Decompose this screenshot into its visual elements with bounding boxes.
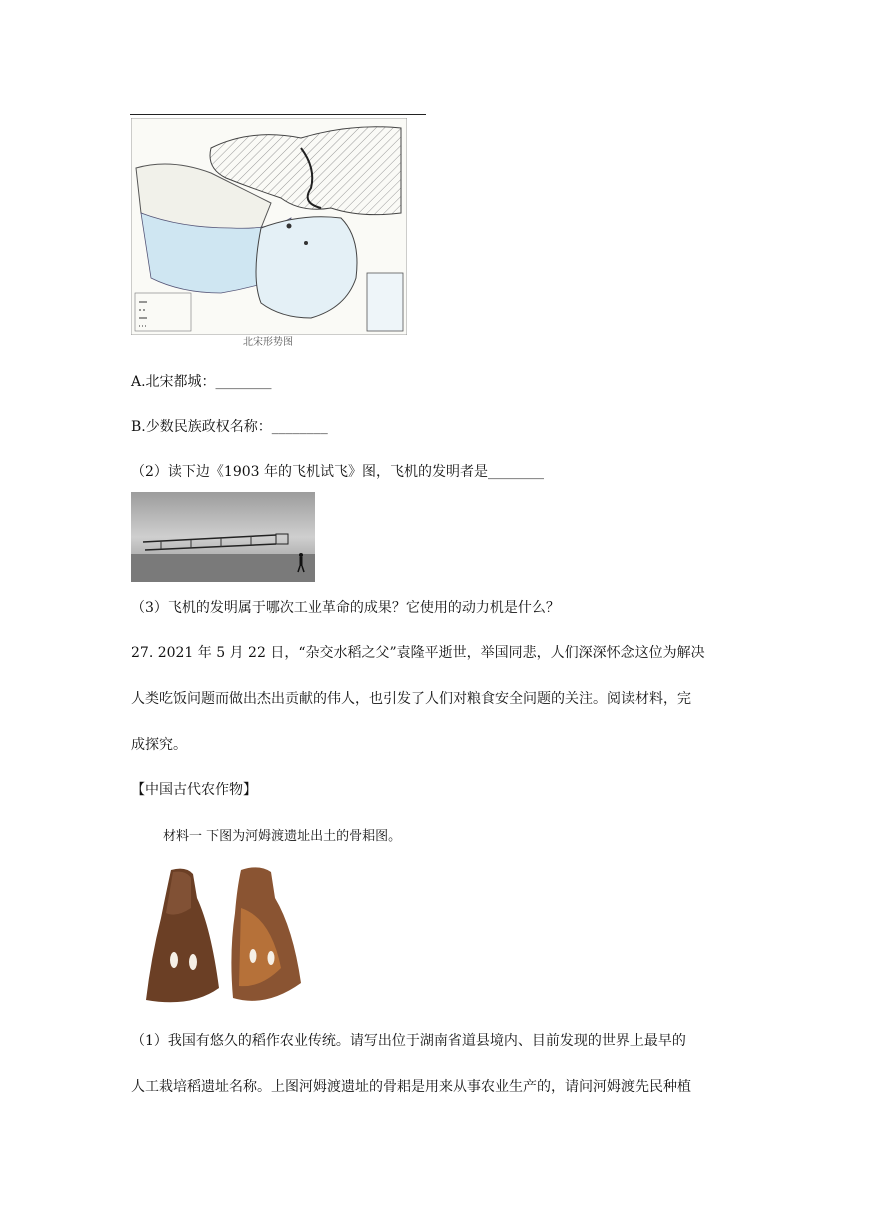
question-27-1-line1: （1）我国有悠久的稻作农业传统。请写出位于湖南省道县境内、目前发现的世界上最早的	[131, 1033, 686, 1049]
northern-song-map	[131, 118, 407, 335]
map-caption: 北宋形势图	[243, 337, 293, 348]
question-27-line1: 27. 2021 年 5 月 22 日，“杂交水稻之父”袁隆平逝世，举国同悲，人们深深怀念这位为解决	[131, 645, 705, 661]
material-one: 材料一 下图为河姆渡遗址出土的骨耜图。	[163, 829, 402, 844]
bone-spade-photo	[131, 858, 311, 1008]
question-b-regime: B.少数民族政权名称：________	[131, 419, 328, 435]
question-27-line3: 成探究。	[131, 737, 187, 753]
section-title: 【中国古代农作物】	[131, 782, 257, 798]
question-27-1-line2: 人工栽培稻遗址名称。上图河姆渡遗址的骨耜是用来从事农业生产的，请问河姆渡先民种植	[131, 1079, 691, 1095]
question-a-capital: A.北宋都城：________	[131, 374, 272, 390]
question-27-line2: 人类吃饭问题而做出杰出贡献的伟人，也引发了人们对粮食安全问题的关注。阅读材料，完	[131, 691, 691, 707]
top-rule	[130, 114, 426, 115]
1903-airplane-photo	[131, 492, 315, 582]
question-3: （3）飞机的发明属于哪次工业革命的成果？它使用的动力机是什么？	[131, 600, 560, 616]
question-2: （2）读下边《1903 年的飞机试飞》图，飞机的发明者是________	[131, 464, 544, 480]
